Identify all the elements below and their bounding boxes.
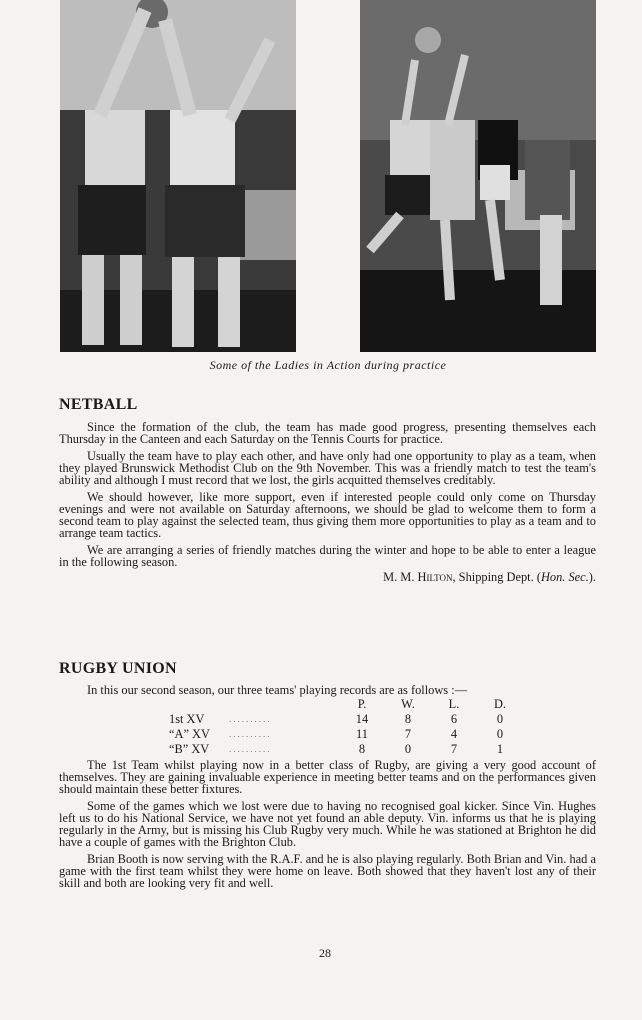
- netball-paragraph: We should however, like more support, even if interested people could only come on Thursday evenings and were not available on Saturday afternoons, we should be glad to welcome them to form a second team to play against the selected team, thus giving them more opportunities to play as a team and to arrange team tactics.: [59, 490, 596, 540]
- drawn-cell: 0: [496, 727, 504, 741]
- netball-paragraph: Usually the team have to play each other, and have only had one opportunity to play as a team, when they played Brunswick Methodist Club on the 9th November. This was a friendly match to test the team's ability and although I must record that we lost, the girls acquitted themselves creditably.: [59, 449, 596, 487]
- played-cell: 8: [358, 742, 366, 756]
- column-header: W.: [401, 697, 415, 711]
- table-row: [169, 742, 523, 757]
- column-header: P.: [357, 697, 367, 711]
- netball-paragraph: We are arranging a series of friendly matches during the winter and hope to be able to enter a league in the following season.: [59, 543, 596, 569]
- leader-dots: ..........: [229, 729, 272, 739]
- won-cell: 8: [404, 712, 412, 726]
- signature-name: Hilton: [417, 570, 453, 584]
- photo-netball-left: [60, 0, 296, 352]
- table-row: [169, 712, 523, 727]
- table-row: [169, 727, 523, 742]
- table-header-row: [169, 697, 523, 712]
- signature-end: ).: [588, 570, 596, 584]
- column-header: D.: [493, 697, 507, 711]
- photo-netball-right: [360, 0, 596, 352]
- won-cell: 0: [404, 742, 412, 756]
- netball-paragraph: Since the formation of the club, the team has made good progress, presenting themselves each Thursday in the Canteen and each Saturday on the Tennis Courts for practice.: [59, 420, 596, 446]
- team-name: “B” XV: [169, 742, 210, 756]
- netball-heading: NETBALL: [59, 396, 138, 413]
- page-number: 28: [319, 946, 331, 960]
- signature-initials: M. M.: [383, 570, 415, 584]
- lost-cell: 6: [450, 712, 458, 726]
- signature-role: Hon. Sec.: [540, 570, 589, 584]
- lost-cell: 4: [450, 727, 458, 741]
- rugby-records-table: [169, 697, 523, 757]
- rugby-paragraph: The 1st Team whilst playing now in a better class of Rugby, are giving a very good account of themselves. They are gaining invaluable experience in meeting better teams and on the performances given should maintain these better fixtures.: [59, 758, 596, 796]
- won-cell: 7: [404, 727, 412, 741]
- leader-dots: ..........: [229, 744, 272, 754]
- netball-signature: [59, 570, 596, 585]
- netball-section: [59, 396, 596, 585]
- column-header: L.: [448, 697, 460, 711]
- played-cell: 11: [356, 727, 368, 741]
- lost-cell: 7: [450, 742, 458, 756]
- photo-caption: Some of the Ladies in Action during practice: [209, 358, 447, 372]
- rugby-paragraph: Brian Booth is now serving with the R.A.F. and he is also playing regularly. Both Brian and Vin. had a game with the first team whilst they were home on leave. Both showed that they haven't lost any of their skill and both are looking very fit and well.: [59, 852, 596, 890]
- signature-dept: , Shipping Dept. (: [452, 570, 541, 584]
- drawn-cell: 0: [496, 712, 504, 726]
- rugby-heading: RUGBY UNION: [59, 660, 177, 677]
- rugby-intro: In this our second season, our three teams' playing records are as follows :—: [87, 683, 468, 697]
- rugby-section: [59, 660, 596, 889]
- leader-dots: ..........: [229, 714, 272, 724]
- drawn-cell: 1: [496, 742, 504, 756]
- team-name: “A” XV: [169, 727, 210, 741]
- team-name: 1st XV: [169, 712, 205, 726]
- rugby-paragraph: Some of the games which we lost were due to having no recognised goal kicker. Since Vin. Hughes left us to do his National Service, we have not yet found an able deputy. Vin. informs us that he is playing regularly in the Army, but is missing his Club Rugby very much. While he was stationed at Brighton he did have a couple of games with the Brighton Club.: [59, 799, 596, 849]
- played-cell: 14: [355, 712, 369, 726]
